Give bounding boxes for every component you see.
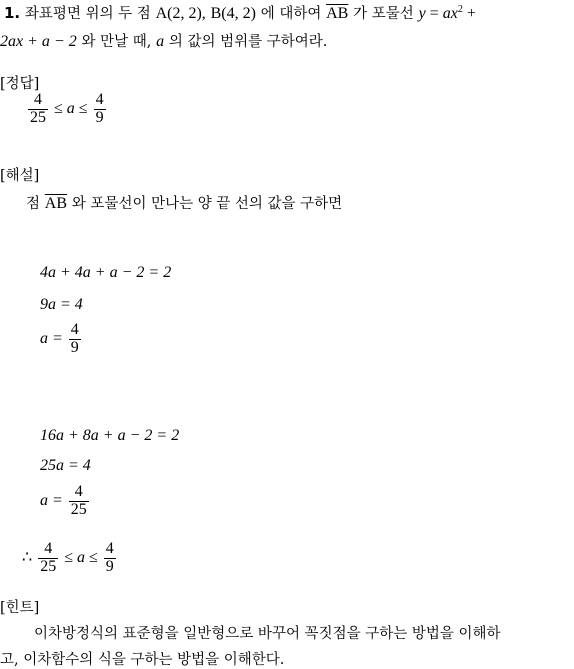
problem-text: 에 대하여	[260, 6, 322, 22]
case2-equation: 16a + 8a + a − 2 = 2	[40, 427, 180, 444]
segment-ab: $\overline{AB}$	[44, 195, 68, 212]
answer-inequality: ≤ a ≤	[50, 99, 92, 117]
problem-line-1	[4, 2, 476, 23]
case2-result: a = $\frac{4}{25}$	[40, 483, 87, 518]
explanation-label: [해설]	[0, 168, 40, 184]
hint-line-1: 이차방정식의 표준형을 일반형으로 바꾸어 꼭짓점을 구하는 방법을 이해하	[34, 626, 501, 642]
problem-text: 와 만날 때,	[81, 34, 152, 50]
point-a: A(2, 2),	[155, 5, 206, 22]
hint-line-2: 고, 이차함수의 식을 구하는 방법을 이해한다.	[0, 652, 285, 668]
answer-fraction-lower: $\frac{4}{25}$	[30, 91, 46, 126]
answer-label: [정답]	[0, 76, 40, 92]
conclusion: ∴ $\frac{4}{25}$ ≤ a ≤ $\frac{4}{9}$	[22, 540, 114, 575]
therefore-symbol: ∴	[22, 548, 33, 566]
case1-equation: 4a + 4a + a − 2 = 2	[40, 264, 172, 281]
answer-fraction-upper: $\frac{4}{9}$	[95, 91, 104, 126]
point-b: B(4, 2)	[210, 5, 256, 22]
problem-number: 1.	[4, 4, 21, 22]
variable-a: a	[156, 33, 165, 50]
case1-result: a = $\frac{4}{9}$	[40, 321, 79, 356]
parabola-equation: $y = ax^2$ +	[418, 4, 476, 22]
problem-text: 의 값의 범위를 구하여라.	[168, 34, 328, 50]
hint-label: [힌트]	[0, 600, 40, 616]
explanation-intro: 점 $\overline{AB}$ 와 포물선이 만나는 양 끝 선의 값을 구하면	[26, 195, 343, 212]
problem-text: 가 포물선	[353, 6, 414, 22]
segment-ab: $\overline{AB}$	[326, 5, 349, 22]
case2-simplified: 25a = 4	[40, 457, 91, 474]
case1-simplified: 9a = 4	[40, 296, 83, 313]
parabola-equation-cont: 2ax + a − 2	[0, 33, 77, 50]
problem-text: 좌표평면 위의 두 점	[24, 6, 151, 22]
answer-expression	[26, 92, 108, 127]
problem-line-2	[0, 30, 327, 51]
